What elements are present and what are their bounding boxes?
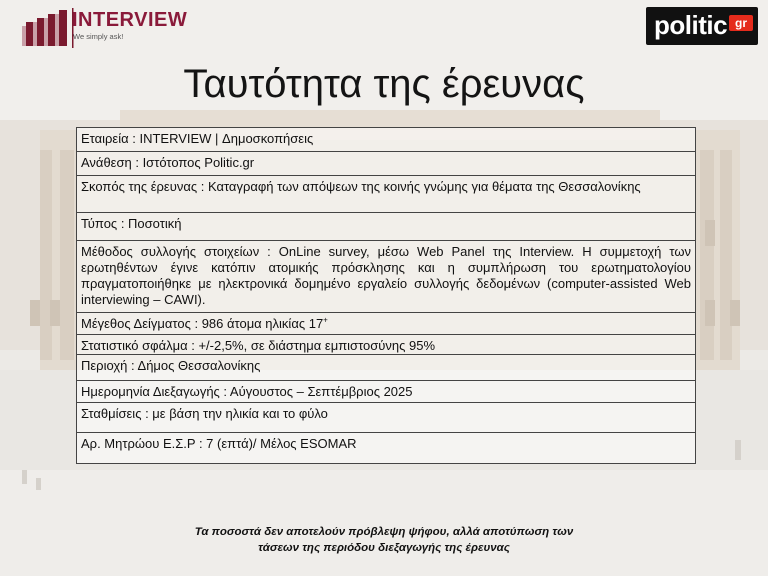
table-row-area: Περιοχή : Δήμος Θεσσαλονίκης [77, 355, 695, 381]
table-row-date: Ημερομηνία Διεξαγωγής : Αύγουστος – Σεπτέμβριος 2025 [77, 381, 695, 403]
interview-logo-tagline: We simply ask! [73, 32, 124, 41]
footer-disclaimer [0, 524, 768, 556]
table-row-method: Μέθοδος συλλογής στοιχείων : OnLine survey, μέσω Web Panel της Interview. Η συμμετοχή των ερωτηθέντων έγινε κατόπιν ατομικής πρόσκλησης και η συμπλήρωση του ερωτηματολογίου πραγματοποιήθηκε με ηλεκτρονικά δομημένο εργαλείο συλλογής δεδομένων (computer-assisted Web interviewing – CAWI). [77, 241, 695, 313]
table-row-assignment: Ανάθεση : Ιστότοπος Politic.gr [77, 152, 695, 176]
interview-logo-text: INTERVIEW [72, 9, 188, 31]
sample-size-text: Μέγεθος Δείγματος : 986 άτομα ηλικίας 17 [81, 316, 324, 331]
table-row-sample-size [77, 313, 695, 335]
politic-logo-text: politic [654, 10, 728, 40]
politic-logo [646, 7, 758, 45]
table-row-error: Στατιστικό σφάλμα : +/-2,5%, σε διάστημα εμπιστοσύνης 95% [77, 335, 695, 355]
table-row-weighting: Σταθμίσεις : με βάση την ηλικία και το φύλο [77, 403, 695, 433]
table-row-purpose: Σκοπός της έρευνας : Καταγραφή των απόψεων της κοινής γνώμης για θέματα της Θεσσαλονίκης [77, 176, 695, 213]
footer-line-1: Τα ποσοστά δεν αποτελούν πρόβλεψη ψήφου, αλλά αποτύπωση των [194, 526, 574, 538]
sample-size-superscript: + [323, 315, 328, 325]
table-row-type: Τύπος : Ποσοτική [77, 213, 695, 241]
survey-identity-table [76, 127, 696, 464]
table-row-registry: Αρ. Μητρώου Ε.Σ.Ρ : 7 (επτά)/ Μέλος ESOMAR [81, 436, 357, 451]
table-row-company: Εταιρεία : INTERVIEW | Δημοσκοπήσεις [77, 128, 695, 152]
page-title: Ταυτότητα της έρευνας [183, 62, 585, 106]
politic-logo-suffix: gr [729, 15, 753, 31]
footer-line-2: τάσεων της περιόδου διεξαγωγής της έρευνας [258, 542, 510, 554]
